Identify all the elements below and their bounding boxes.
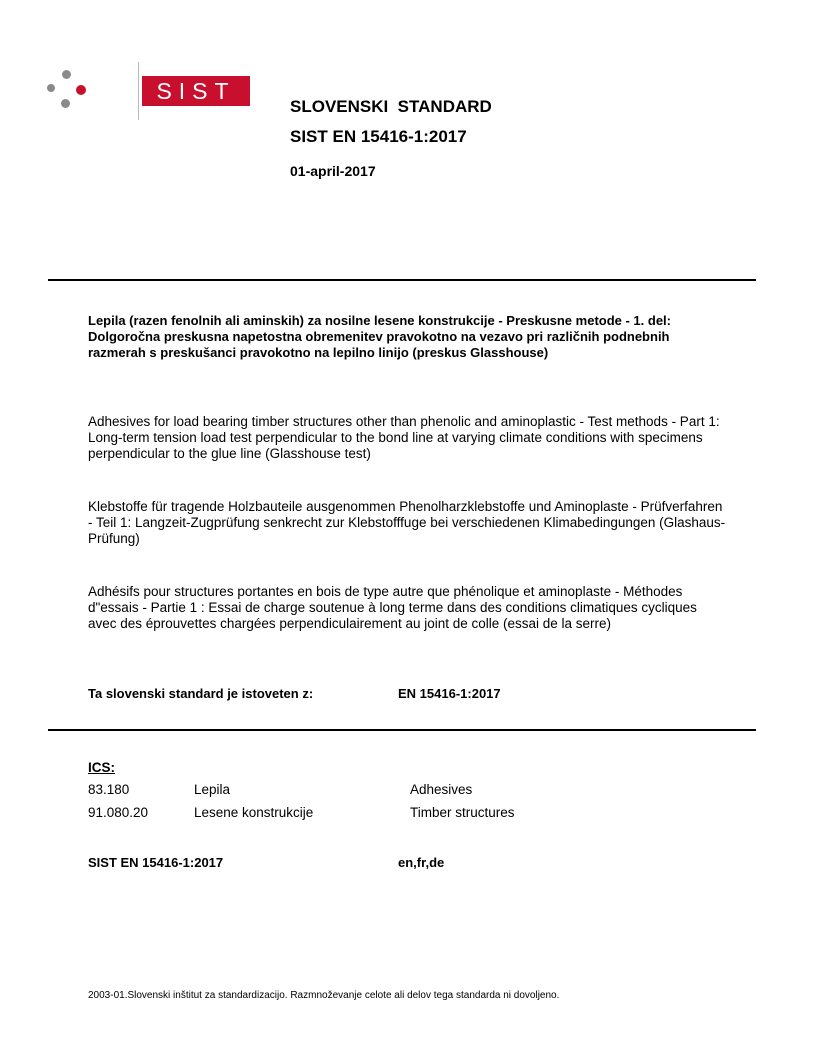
ics-heading: ICS: [88,760,115,775]
identical-label: Ta slovenski standard je istoveten z: [88,686,314,701]
identical-value: EN 15416-1:2017 [398,686,501,701]
logo-dot-gray-top [62,70,71,79]
copyright-footer: 2003-01.Slovenski inštitut za standardizacijo. Razmnoževanje celote ali delov tega standarda ni dovoljeno. [88,990,560,1001]
ics-description-en: Adhesives [410,782,473,797]
title-slovenian: Lepila (razen fenolnih ali aminskih) za nosilne lesene konstrukcije - Preskusne metode - 1. del: Dolgoročna preskusna napetostna obremenitev pravokotno na vezavo pri različnih podnebnih razmerah s preskušanci pravokotno na lepilno linijo (preskus Glasshouse) [88,313,672,360]
ics-description-en: Timber structures [410,805,515,820]
logo-dot-gray-bottom [61,99,70,108]
summary-code: SIST EN 15416-1:2017 [88,855,224,870]
logo-separator [138,62,139,120]
ics-code: 91.080.20 [88,805,149,820]
logo-wordmark: SIST [142,76,250,106]
summary-languages: en,fr,de [398,855,445,870]
publication-date: 01-april-2017 [290,163,376,179]
title-french: Adhésifs pour structures portantes en bois de type autre que phénolique et aminoplaste - Méthodes d"essais - Partie 1 : Essai de charge soutenue à long terme dans des conditions climatiques cycliques avec des éprouvettes chargées perpendiculairement au joint de colle (essai de la serre) [88,584,697,631]
middle-divider [48,729,756,731]
logo-dot-gray-left [47,84,55,92]
ics-description-sl: Lesene konstrukcije [194,805,314,820]
ics-code: 83.180 [88,782,130,797]
title-german: Klebstoffe für tragende Holzbauteile ausgenommen Phenolharzklebstoffe und Aminoplaste - Prüfverfahren - Teil 1: Langzeit-Zugprüfung senkrecht zur Klebstofffuge bei verschiedenen Klimabedingungen (Glashaus-Prüfung) [88,499,726,546]
document-type: SLOVENSKI STANDARD [290,97,492,116]
sist-logo [46,62,236,122]
title-english: Adhesives for load bearing timber structures other than phenolic and aminoplastic - Test methods - Part 1: Long-term tension load test perpendicular to the bond line at varying climate conditions with specimens perpendicular to the glue line (Glasshouse test) [88,414,720,461]
ics-description-sl: Lepila [194,782,231,797]
logo-dot-red [76,85,86,95]
top-divider [48,279,756,281]
standard-code: SIST EN 15416-1:2017 [290,127,467,146]
